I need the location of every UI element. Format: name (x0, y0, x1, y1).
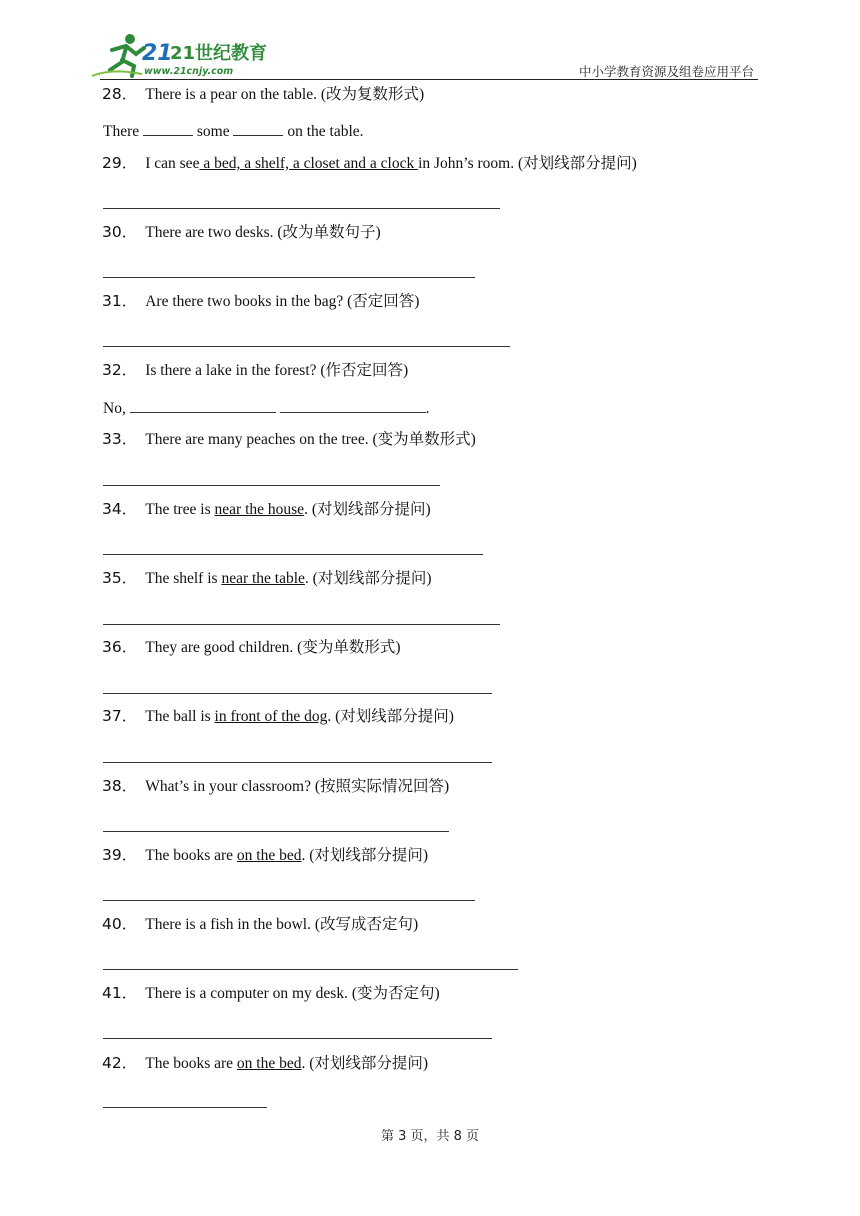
platform-name: 中小学教育资源及组卷应用平台 (578, 64, 754, 79)
question-number: 40． (102, 915, 138, 933)
fill-text: some (196, 123, 230, 140)
question-text: The shelf is (145, 570, 222, 587)
question-text: Is there a lake in the forest? (作否定回答) (145, 362, 409, 379)
blank-field[interactable] (280, 398, 426, 413)
question-text: Are there two books in the bag? (否定回答) (145, 293, 420, 310)
fill-text: There (103, 123, 140, 140)
answer-line-31[interactable] (103, 346, 510, 347)
question-34 (102, 499, 431, 520)
question-32 (102, 360, 408, 381)
page-header (92, 30, 758, 82)
svg-text:21世纪教育: 21世纪教育 (170, 43, 268, 64)
question-number: 38． (102, 777, 138, 795)
question-31 (102, 291, 419, 312)
question-36 (102, 637, 401, 658)
blank-field[interactable] (130, 398, 276, 413)
question-text: They are good children. (变为单数形式) (145, 639, 401, 656)
question-text: The tree is (145, 501, 215, 518)
question-number: 42． (102, 1054, 138, 1072)
answer-line-40[interactable] (103, 969, 518, 970)
question-number: 31． (102, 292, 138, 310)
answer-line-36[interactable] (103, 693, 492, 694)
header-divider (100, 79, 758, 80)
question-number: 37． (102, 707, 138, 725)
question-number: 29． (102, 154, 138, 172)
answer-line-38[interactable] (103, 831, 449, 832)
question-42 (102, 1053, 428, 1074)
page-footer: 第 3 页，共 8 页 (380, 1129, 480, 1144)
answer-line-33[interactable] (103, 485, 440, 486)
answer-line-42[interactable] (103, 1107, 267, 1108)
answer-line-35[interactable] (103, 624, 500, 625)
question-number: 32． (102, 361, 138, 379)
question-number: 39． (102, 846, 138, 864)
question-30 (102, 222, 381, 243)
question-number: 30． (102, 223, 138, 241)
svg-text:www.21cnjy.com: www.21cnjy.com (144, 66, 234, 77)
fill-text: No, (103, 400, 126, 417)
question-29 (102, 153, 637, 174)
fill-text: on the table. (287, 123, 364, 140)
question-text: What’s in your classroom? (按照实际情况回答) (145, 778, 450, 795)
q28-fill-line (103, 121, 364, 142)
answer-line-30[interactable] (103, 277, 475, 278)
underlined-phrase: on the bed (236, 1055, 302, 1072)
question-text: There is a computer on my desk. (变为否定句) (145, 985, 440, 1002)
question-text: The books are (145, 847, 237, 864)
q32-fill-line (103, 398, 429, 419)
question-37 (102, 706, 454, 727)
question-number: 36． (102, 638, 138, 656)
question-41 (102, 983, 440, 1004)
question-text: The ball is (145, 708, 215, 725)
question-text: There are many peaches on the tree. (变为单数形式) (145, 431, 476, 448)
question-text: I can see (145, 155, 200, 172)
question-text: There is a pear on the table. (改为复数形式) (145, 86, 425, 103)
question-40 (102, 914, 418, 935)
question-text: . (对划线部分提问) (301, 847, 429, 864)
question-text: . (对划线部分提问) (304, 570, 432, 587)
blank-field[interactable] (143, 121, 193, 136)
question-text: . (对划线部分提问) (304, 501, 431, 518)
answer-line-34[interactable] (103, 554, 483, 555)
question-number: 28． (102, 85, 138, 103)
answer-line-29[interactable] (103, 208, 500, 209)
underlined-phrase: on the bed (236, 847, 302, 864)
underlined-phrase: near the table (221, 570, 305, 587)
question-number: 35． (102, 569, 138, 587)
fill-text: . (425, 400, 430, 417)
question-number: 41． (102, 984, 138, 1002)
answer-line-39[interactable] (103, 900, 475, 901)
question-33 (102, 429, 476, 450)
underlined-phrase: near the house (214, 501, 305, 518)
blank-field[interactable] (233, 121, 283, 136)
question-28 (102, 84, 424, 105)
logo-21cnjy (92, 30, 292, 78)
question-text: . (对划线部分提问) (301, 1055, 429, 1072)
question-text: . (对划线部分提问) (327, 708, 454, 725)
question-35 (102, 568, 432, 589)
question-text: in John’s room. (对划线部分提问) (418, 155, 637, 172)
answer-line-37[interactable] (103, 762, 492, 763)
question-number: 34． (102, 500, 138, 518)
question-text: The books are (145, 1055, 237, 1072)
question-text: There is a fish in the bowl. (改写成否定句) (145, 916, 419, 933)
question-number: 33． (102, 430, 138, 448)
underlined-phrase: in front of the dog (214, 708, 328, 725)
answer-line-41[interactable] (103, 1038, 492, 1039)
underlined-phrase: a bed, a shelf, a closet and a clock (199, 155, 419, 172)
question-39 (102, 845, 428, 866)
question-38 (102, 776, 449, 797)
svg-text:21: 21 (142, 41, 173, 66)
question-text: There are two desks. (改为单数句子) (145, 224, 381, 241)
